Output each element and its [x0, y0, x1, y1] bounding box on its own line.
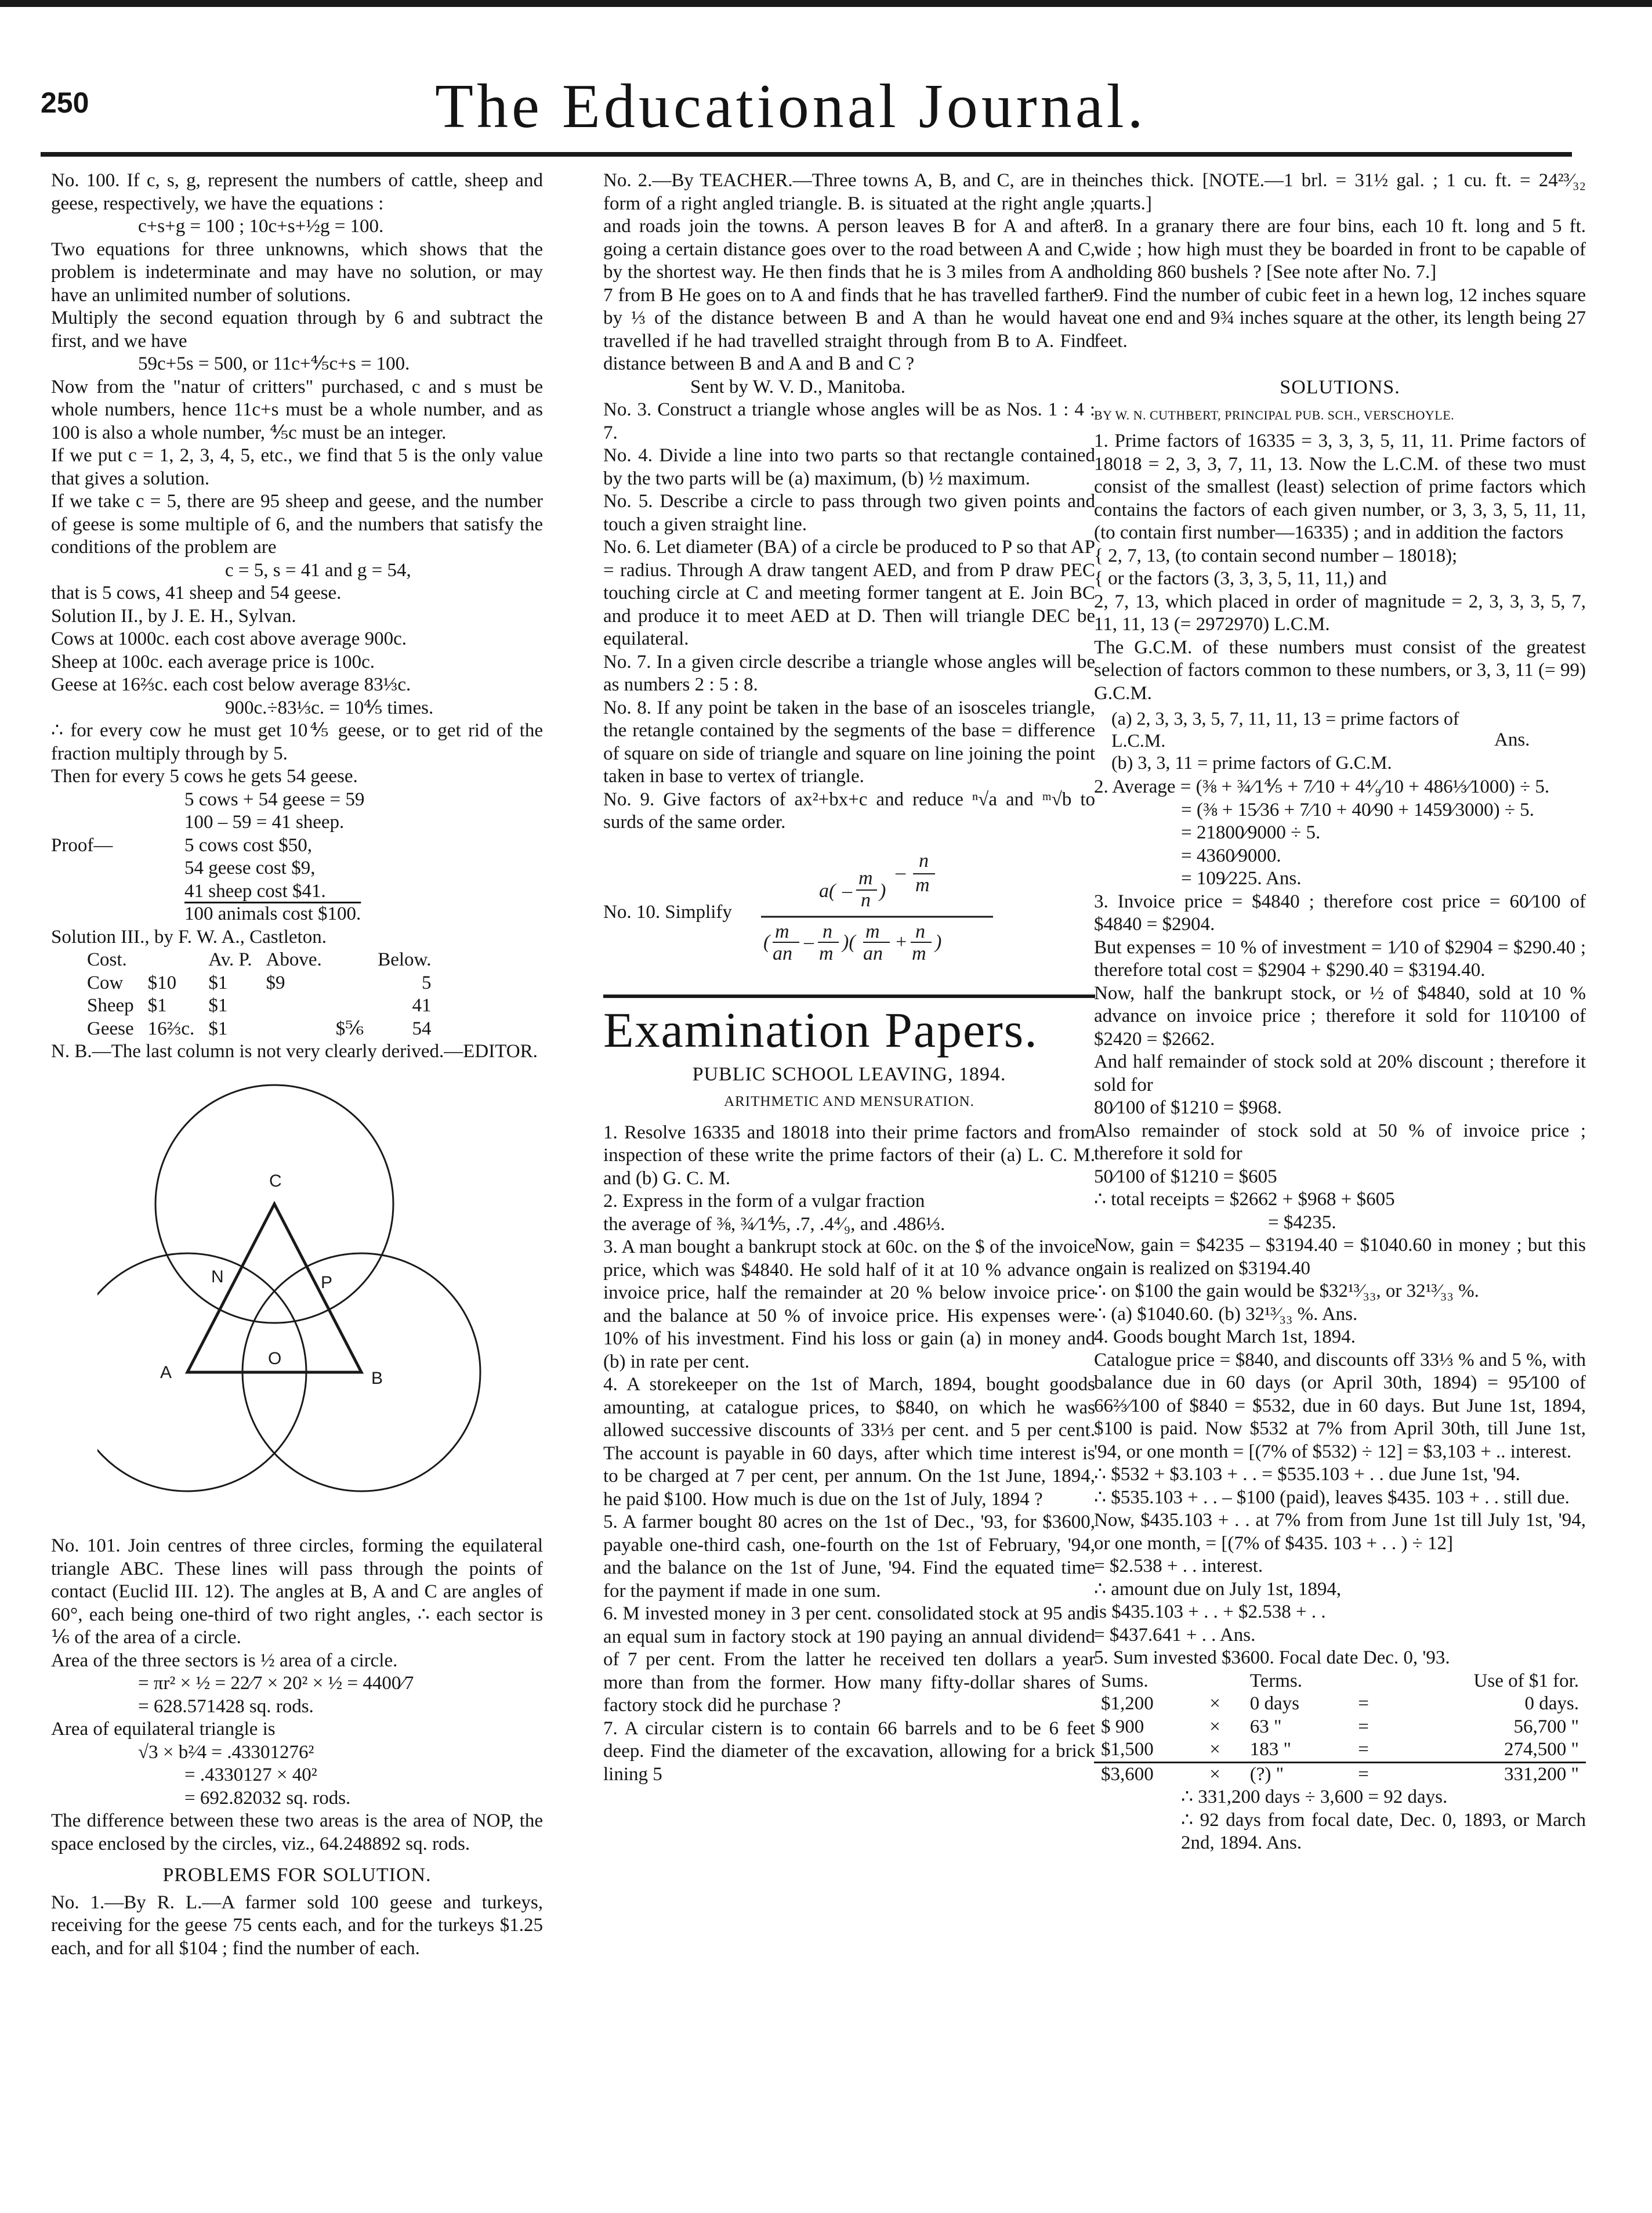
equation: ∴ 331,200 days ÷ 3,600 = 92 days.: [1181, 1787, 1448, 1807]
svg-text:a(: a(: [818, 880, 836, 902]
problem-101: No. 101. Join centres of three circles, forming the equilateral triangle ABC. These lines will pass through the points of contact (Euclid III. 12). The angles at B, A and C are angles of 60°, each being one-third of two right angles, ∴ each sector is ⅙ of the area of a circle.: [51, 1535, 543, 1648]
paragraph: But expenses = 10 % of investment = 1⁄10 of $2904 = $290.40 ; therefore total cost = $2904 + $290.40 = $3194.40.: [1094, 936, 1586, 981]
masthead-rule: [41, 152, 1572, 157]
solution-1-factors: { 2, 7, 13, (to contain second number – 18018);: [1094, 545, 1458, 566]
paragraph: Geese at 16⅔c. each cost below average 83⅓c.: [51, 674, 411, 695]
editor-note: N. B.—The last column is not very clearly derived.—EDITOR.: [51, 1041, 538, 1062]
exam-question-6: 6. M invested money in 3 per cent. consolidated stock at 95 and an equal sum in factory stock at 190 paying an annual dividend of 7 per cent. From the latter he received ten dollars a year more than from the former. How many fifty-dollar shares of factory stock did he purchase ?: [603, 1603, 1095, 1716]
column-3: [1094, 169, 1586, 2189]
table-header: Below.: [378, 949, 432, 970]
problem-10-label: No. 10. Simplify: [603, 901, 732, 923]
table-header: Av. P.: [208, 949, 252, 970]
paragraph: ∴ $535.103 + . . – $100 (paid), leaves $435. 103 + . . still due.: [1094, 1487, 1570, 1508]
exam-question-1: 1. Resolve 16335 and 18018 into their prime factors and from inspection of these write the prime factors of their (a) L. C. M. and (b) G. C. M.: [603, 1122, 1095, 1189]
equation: 900c.÷83⅓c. = 10⅘ times.: [225, 697, 434, 718]
proof-line: 5 cows cost $50,: [184, 834, 312, 856]
svg-text:): ): [879, 880, 886, 902]
equation: = $4235.: [1268, 1212, 1336, 1233]
table-cell: 331,200 ": [1504, 1763, 1579, 1785]
paragraph: If we take c = 5, there are 95 sheep and geese, and the number of geese is some multiple of 6, and the numbers that satisfy the conditions of the problem are: [51, 491, 543, 558]
answer-line: (b) 3, 3, 11 = prime factors of G.C.M.: [1111, 752, 1392, 773]
problem-9: No. 9. Give factors of ax²+bx+c and reduce ⁿ√a and ᵐ√b to surds of the same order.: [603, 789, 1095, 833]
exam-question-8: 8. In a granary there are four bins, each 10 ft. long and 5 ft. wide ; how high must they be boarded in front to be capable of holding 860 bushels ? [See note after No. 7.]: [1094, 216, 1586, 283]
svg-text:)(: )(: [842, 931, 856, 953]
equation: 100 – 59 = 41 sheep.: [184, 812, 345, 833]
exam-question-4: 4. A storekeeper on the 1st of March, 1894, bought goods amounting, at catalogue prices, to $840, on which he was allowed successive discounts of 33⅓ per cent. and 5 per cent. The account is payable in 60 days, after which time interest is to be charged at 7 per cent, per annum. On the 1st June, 1894, he paid $100. How much is due on the 1st of July, 1894 ?: [603, 1374, 1095, 1510]
paragraph: Then for every 5 cows he gets 54 geese.: [51, 766, 358, 787]
label-n: N: [211, 1267, 224, 1286]
table-cell: $1: [208, 972, 228, 993]
svg-text:–: –: [842, 880, 852, 902]
equation: ∴ 92 days from focal date, Dec. 0, 1893, or March 2nd, 1894. Ans.: [1181, 1809, 1586, 1853]
equation: = (⅜ + 15⁄36 + 7⁄10 + 40⁄90 + 1459⁄3000) ÷ 5.: [1181, 799, 1534, 820]
equation: is $435.103 + . . + $2.538 + . .: [1094, 1601, 1326, 1622]
simplify-expression: [749, 846, 1005, 979]
svg-text:m: m: [915, 874, 930, 896]
table-header: Above.: [266, 949, 322, 970]
solution-heading: Solution III., by F. W. A., Castleton.: [51, 926, 327, 948]
exam-question-7-cont: inches thick. [NOTE.—1 brl. = 31½ gal. ; 1 cu. ft. = 24²³⁄₃₂ quarts.]: [1094, 170, 1586, 214]
table-cell: 56,700 ": [1513, 1716, 1579, 1737]
table-cell: 5: [422, 972, 432, 993]
label-b: B: [371, 1368, 383, 1388]
table-cell: 54: [412, 1018, 432, 1039]
table-row: [1094, 1693, 1586, 1716]
problem-5: No. 5. Describe a circle to pass through two given points and touch a given straight line.: [603, 491, 1095, 535]
label-c: C: [269, 1171, 282, 1191]
answer-line: (a) 2, 3, 3, 3, 5, 7, 11, 11, 13 = prime factors of L.C.M.: [1111, 708, 1459, 751]
proof-line: 54 geese cost $9,: [184, 858, 316, 878]
svg-text:m: m: [911, 942, 926, 964]
paragraph: Now, half the bankrupt stock, or ½ of $4840, sold at 10 % advance on invoice price ; therefore it sold for 110⁄100 of $2420 = $2662.: [1094, 982, 1586, 1050]
exam-question-5: 5. A farmer bought 80 acres on the 1st of Dec., '93, for $3600, payable one-third cash, one-fourth on the 1st of February, '94, and the balance on the 1st of June, '94. Find the equated time for the payment if made in one sum.: [603, 1512, 1095, 1601]
solution-1-answer: [1094, 707, 1586, 773]
triangle-abc: [187, 1204, 361, 1372]
table-cell: =: [1358, 1716, 1369, 1737]
equation: 5 cows + 54 geese = 59: [184, 789, 365, 810]
svg-text:m: m: [818, 942, 834, 964]
table-header: Sums.: [1101, 1670, 1149, 1691]
column-2: [603, 169, 1095, 2189]
svg-text:n: n: [822, 920, 832, 942]
top-rule: [0, 0, 1652, 7]
paragraph: ∴ for every cow he must get 10⅘ geese, or to get rid of the fraction multiply through by 5.: [51, 720, 543, 764]
exam-question-3: 3. A man bought a bankrupt stock at 60c. on the $ of the invoice price, which was $4840. He sold half of it at 10 % advance on invoice price, half the remainder at 20 % below invoice price and the balance at 50 % of invoice price. His expenses were 10% of his investment. Find his loss or gain (a) in money and (b) in rate per cent.: [603, 1236, 1095, 1372]
table-cell: [329, 995, 371, 1018]
paragraph: Sheep at 100c. each average price is 100c.: [51, 651, 375, 672]
paragraph: Also remainder of stock sold at 50 % of invoice price ; therefore it sold for: [1094, 1120, 1586, 1164]
svg-text:): ): [934, 931, 942, 953]
table-row: [80, 995, 439, 1018]
cost-table: [80, 949, 439, 1040]
table-cell: 63 ": [1249, 1716, 1282, 1737]
problem-3: No. 3. Construct a triangle whose angles will be as Nos. 1 : 4 : 7.: [603, 399, 1095, 443]
table-cell: 0 days: [1249, 1693, 1300, 1714]
table-header: Terms.: [1249, 1670, 1303, 1691]
solution-4: 4. Goods bought March 1st, 1894.: [1094, 1326, 1356, 1347]
sender: Sent by W. V. D., Manitoba.: [690, 376, 905, 397]
table-cell: Cow: [87, 972, 124, 993]
equation: = 4360⁄9000.: [1181, 845, 1281, 866]
proof-block: [51, 834, 543, 858]
equation: = 692.82032 sq. rods.: [184, 1787, 351, 1809]
paragraph: Now, gain = $4235 – $3194.40 = $1040.60 in money ; but this gain is realized on $3194.40: [1094, 1235, 1586, 1279]
paragraph: Now, $435.103 + . . at 7% from from June 1st till July 1st, '94, or one month, = [(7% of $435. 103 + . . ) ÷ 12]: [1094, 1510, 1586, 1554]
paragraph: Multiply the second equation through by 6 and subtract the first, and we have: [51, 308, 543, 352]
table-cell: ×: [1209, 1739, 1220, 1760]
table-cell: [329, 972, 371, 995]
equation: ∴ total receipts = $2662 + $968 + $605: [1094, 1189, 1395, 1210]
equation: 59c+5s = 500, or 11c+⅘c+s = 100.: [138, 353, 410, 374]
table-cell: $⅚: [335, 1018, 364, 1039]
paragraph: Catalogue price = $840, and discounts off 33⅓ % and 5 %, with balance due in 60 days (or April 30th, 1894) = 95⁄100 of 66⅔⁄100 of $840 = $532, due in 60 days. But June 1st, 1894, $100 is paid. Now $532 at 7% from April 30th, till June 1st, '94, or one month = [(7% of $532) ÷ 12] = $3,103 + .. interest.: [1094, 1349, 1586, 1462]
problem-10: [603, 846, 1095, 979]
solution-2: 2. Average = (⅜ + ¾⁄1⅘ + 7⁄10 + 4⁴⁄₉⁄10 + 486⅓⁄1000) ÷ 5.: [1094, 776, 1550, 797]
svg-text:+: +: [894, 931, 908, 953]
table-cell: $1: [208, 995, 228, 1016]
paragraph: The G.C.M. of these numbers must consist of the greatest selection of factors common to these numbers, or 3, 3, 11 (= 99) G.C.M.: [1094, 637, 1586, 704]
svg-text:m: m: [774, 920, 789, 942]
equation: = 628.571428 sq. rods.: [138, 1695, 314, 1717]
table-cell: ×: [1209, 1693, 1220, 1714]
table-cell: $3,600: [1101, 1763, 1154, 1785]
problem-8: No. 8. If any point be taken in the base of an isosceles triangle, the retangle contained by the segments of the base = difference of square on side of triangle and square on line joining the point taken in base to vertex of triangle.: [603, 697, 1095, 787]
equation: ∴ amount due on July 1st, 1894,: [1094, 1578, 1342, 1600]
table-cell: 274,500 ": [1504, 1739, 1579, 1760]
table-cell: 0 days.: [1524, 1693, 1579, 1714]
svg-text:n: n: [915, 920, 925, 942]
exam-subheading: ARITHMETIC AND MENSURATION.: [724, 1094, 974, 1109]
table-cell: 41: [412, 995, 432, 1016]
label-a: A: [160, 1362, 172, 1382]
exam-question-2-fractions: the average of ⅜, ¾⁄1⅘, .7, .4⁴⁄₉, and .486⅓.: [603, 1213, 945, 1235]
equation: = 21800⁄9000 ÷ 5.: [1181, 822, 1321, 843]
paragraph: 2, 7, 13, which placed in order of magnitude = 2, 3, 3, 3, 5, 7, 11, 11, 13 (= 2972970) L.C.M.: [1094, 591, 1586, 635]
table-cell: =: [1358, 1763, 1369, 1785]
proof-total: 100 animals cost $100.: [184, 903, 361, 924]
solution-1-factors: { or the factors (3, 3, 3, 5, 11, 11,) and: [1094, 568, 1387, 589]
table-cell: =: [1358, 1693, 1369, 1714]
section-heading: PROBLEMS FOR SOLUTION.: [162, 1864, 432, 1886]
svg-text:n: n: [918, 849, 929, 872]
table-cell: (?) ": [1249, 1763, 1284, 1785]
paragraph: Now from the "natur of critters" purchased, c and s must be whole numbers, hence 11c+s must be a whole number, and as 100 is also a whole number, ⅘c must be an integer.: [51, 376, 543, 443]
table-cell: $1: [147, 995, 167, 1016]
equation: = πr² × ½ = 22⁄7 × 20² × ½ = 4400⁄7: [138, 1673, 414, 1694]
exam-question-9: 9. Find the number of cubic feet in a hewn log, 12 inches square at one end and 9¾ inches square at the other, its length being 27 feet.: [1094, 284, 1586, 352]
table-cell: 16⅔c.: [147, 1018, 195, 1039]
paragraph: Area of the three sectors is ½ area of a circle.: [51, 1650, 398, 1671]
equation: = $437.641 + . . Ans.: [1094, 1624, 1256, 1646]
table-header: Cost.: [87, 949, 127, 970]
table-cell: ×: [1209, 1763, 1220, 1785]
table-cell: 183 ": [1249, 1739, 1291, 1760]
equation: 50⁄100 of $1210 = $605: [1094, 1166, 1277, 1187]
proof-label: Proof—: [51, 834, 113, 856]
proof-line: 41 sheep cost $41.: [184, 880, 326, 902]
svg-text:m: m: [865, 920, 880, 942]
equation: = $2.538 + . . interest.: [1094, 1556, 1263, 1576]
table-cell: [259, 1018, 329, 1041]
paragraph: Area of equilateral triangle is: [51, 1719, 276, 1740]
table-row: [80, 1018, 439, 1041]
solution-5: 5. Sum invested $3600. Focal date Dec. 0, '93.: [1094, 1647, 1450, 1668]
table-cell: $ 900: [1101, 1716, 1144, 1737]
problem-7: No. 7. In a given circle describe a triangle whose angles will be as numbers 2 : 5 : 8.: [603, 651, 1095, 695]
answer-label: Ans.: [1494, 729, 1530, 751]
table-cell: $10: [147, 972, 177, 993]
svg-text:–: –: [803, 931, 814, 953]
problem-100-intro: No. 100. If c, s, g, represent the numbers of cattle, sheep and geese, respectively, we have the equations :: [51, 170, 543, 214]
svg-text:–: –: [895, 861, 905, 883]
exam-question-7: 7. A circular cistern is to contain 66 barrels and to be 6 feet deep. Find the diameter of the excavation, allowing for a brick lining 5: [603, 1717, 1095, 1785]
equation: ∴ (a) $1040.60. (b) 32¹³⁄₃₃ %. Ans.: [1094, 1303, 1358, 1325]
equation: c = 5, s = 41 and g = 54,: [225, 559, 411, 581]
journal-title: The Educational Journal.: [435, 72, 1147, 141]
equation: = 109⁄225. Ans.: [1181, 868, 1302, 889]
table-cell: $1,200: [1101, 1693, 1154, 1714]
svg-text:(: (: [763, 931, 770, 953]
sums-table: [1094, 1670, 1586, 1787]
masthead: [41, 72, 1607, 145]
solutions-heading: SOLUTIONS.: [1280, 377, 1400, 398]
solution-3: 3. Invoice price = $4840 ; therefore cost price = 60⁄100 of $4840 = $2904.: [1094, 891, 1586, 935]
table-row: [1094, 1762, 1586, 1786]
svg-text:an: an: [863, 942, 883, 964]
examination-papers-banner: Examination Papers.: [603, 995, 1095, 1055]
paragraph: ∴ $532 + $3.103 + . . = $535.103 + . . due June 1st, '94.: [1094, 1464, 1520, 1485]
table-cell: $1,500: [1101, 1739, 1154, 1760]
paragraph: Two equations for three unknowns, which shows that the problem is indeterminate and may have no solution, or may have an unlimited number of solutions.: [51, 238, 543, 306]
paragraph: If we put c = 1, 2, 3, 4, 5, etc., we find that 5 is the only value that gives a solution.: [51, 445, 543, 489]
solution-1: 1. Prime factors of 16335 = 3, 3, 3, 5, 11, 11. Prime factors of 18018 = 2, 3, 3, 7, 11, 13. Now the L.C.M. of these two must consist of the smallest (least) selection of prime factors which contains the factors of each given number, or 3, 3, 3, 5, 11, 11, (to contain first number—16335) ; and in addition the factors: [1094, 431, 1586, 543]
table-cell: =: [1358, 1739, 1369, 1760]
svg-text:n: n: [860, 889, 871, 911]
table-cell: $1: [208, 1018, 228, 1039]
problem-1: No. 1.—By R. L.—A farmer sold 100 geese and turkeys, receiving for the geese 75 cents each, and for the turkeys $1.25 each, and for all $104 ; find the number of each.: [51, 1892, 543, 1959]
solution-heading: Solution II., by J. E. H., Sylvan.: [51, 605, 296, 627]
exam-question-2: 2. Express in the form of a vulgar fraction: [603, 1191, 925, 1212]
equation: 80⁄100 of $1210 = $968.: [1094, 1097, 1282, 1118]
table-row: [1094, 1716, 1586, 1739]
table-header-row: [1094, 1670, 1586, 1693]
table-cell: Geese: [87, 1018, 134, 1039]
table-row: [80, 972, 439, 995]
problem-2: No. 2.—By TEACHER.—Three towns A, B, and C, are in the form of a right angled triangle. B. is situated at the right angle ; and roads join the towns. A person leaves B for A and after going a certain distance goes over to the road between A and C, by the shortest way. He then finds that he is 3 miles from A and 7 from B He goes on to A and finds that he has travelled farther by ⅓ of the distance between B and A than he would have travelled if he had travelled straight through from B to A. Find distance between B and A and B and C ?: [603, 170, 1095, 374]
page-number: 250: [41, 86, 89, 119]
table-cell: $9: [266, 972, 285, 993]
equation: ∴ on $100 the gain would be $32¹³⁄₃₃, or 32¹³⁄₃₃ %.: [1094, 1281, 1479, 1301]
problem-6: No. 6. Let diameter (BA) of a circle be produced to P so that AP = radius. Through A draw tangent AED, and from P draw PEC touching circle at C and meeting former tangent at E. Join BC and produce it to meet AED at D. Then will triangle DEC be equilateral.: [603, 537, 1095, 649]
problem-4: No. 4. Divide a line into two parts so that rectangle contained by the two parts will be (a) maximum, (b) ½ maximum.: [603, 445, 1095, 489]
equation: = .4330127 × 40²: [184, 1764, 317, 1785]
table-cell: [259, 995, 329, 1018]
svg-text:an: an: [772, 942, 792, 964]
table-cell: ×: [1209, 1716, 1220, 1737]
three-circles-figure: [97, 1076, 503, 1523]
table-cell: Sheep: [87, 995, 134, 1016]
table-header-row: [80, 949, 439, 972]
svg-text:m: m: [858, 867, 873, 889]
label-o: O: [268, 1348, 282, 1368]
exam-heading: PUBLIC SCHOOL LEAVING, 1894.: [692, 1063, 1006, 1085]
column-1: [51, 169, 543, 2189]
table-header: Use of $1 for.: [1473, 1670, 1579, 1691]
paragraph: The difference between these two areas is the area of NOP, the space enclosed by the circles, viz., 64.248892 sq. rods.: [51, 1810, 543, 1854]
paragraph: Cows at 1000c. each cost above average 900c.: [51, 628, 407, 649]
equation: √3 × b²⁄4 = .43301276²: [138, 1741, 314, 1763]
table-row: [1094, 1738, 1586, 1762]
equation: c+s+g = 100 ; 10c+s+½g = 100.: [138, 216, 384, 237]
paragraph: And half remainder of stock sold at 20% discount ; therefore it sold for: [1094, 1051, 1586, 1095]
solutions-byline: BY W. N. CUTHBERT, PRINCIPAL PUB. SCH., VERSCHOYLE.: [1094, 407, 1455, 422]
label-p: P: [321, 1272, 333, 1292]
paragraph: that is 5 cows, 41 sheep and 54 geese.: [51, 583, 342, 603]
